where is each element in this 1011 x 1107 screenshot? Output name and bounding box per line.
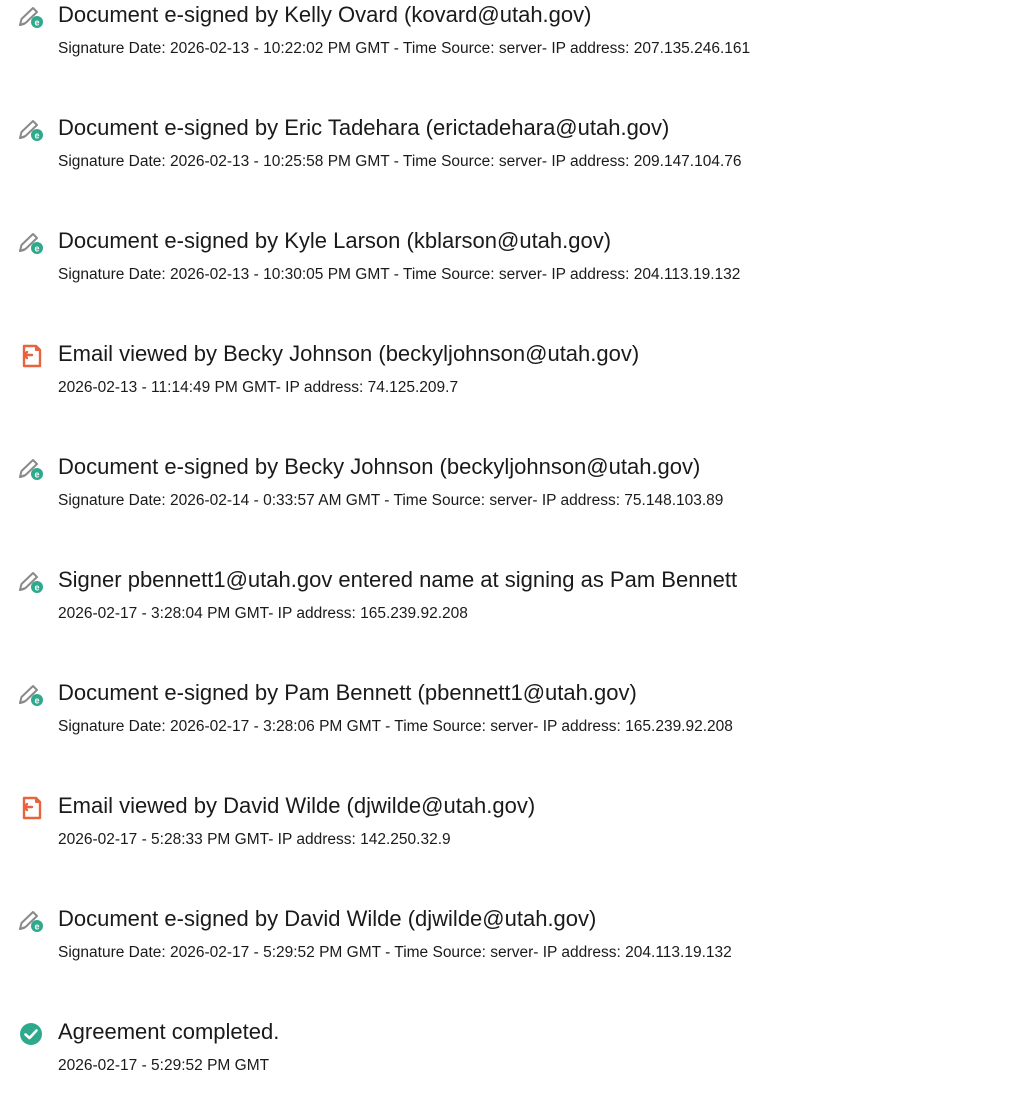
e-sign-pen-icon xyxy=(18,683,44,707)
event-detail: Signature Date: 2026-02-17 - 5:29:52 PM GMT - Time Source: server- IP address: 204.113.19.132 xyxy=(58,944,732,961)
event-title: Document e-signed by David Wilde (djwilde@utah.gov) xyxy=(58,906,597,931)
event-detail: 2026-02-17 - 5:29:52 PM GMT xyxy=(58,1057,270,1074)
event-detail: 2026-02-13 - 11:14:49 PM GMT- IP address: 74.125.209.7 xyxy=(58,379,459,396)
event-title: Document e-signed by Eric Tadehara (erictadehara@utah.gov) xyxy=(58,115,670,140)
history-event xyxy=(0,904,1011,976)
history-event xyxy=(0,113,1011,185)
history-event xyxy=(0,339,1011,411)
svg-text:e: e xyxy=(34,921,40,932)
email-viewed-icon xyxy=(18,344,44,368)
history-event xyxy=(0,1017,1011,1089)
svg-text:e: e xyxy=(34,17,40,28)
event-detail: 2026-02-17 - 3:28:04 PM GMT- IP address: 165.239.92.208 xyxy=(58,605,468,622)
svg-text:e: e xyxy=(34,243,40,254)
e-sign-pen-icon xyxy=(18,457,44,481)
event-title: Document e-signed by Kyle Larson (kblarson@utah.gov) xyxy=(58,228,612,253)
event-detail: Signature Date: 2026-02-17 - 3:28:06 PM GMT - Time Source: server- IP address: 165.239.92.208 xyxy=(58,718,733,735)
checkmark-circle-icon xyxy=(18,1022,44,1046)
email-viewed-icon xyxy=(18,796,44,820)
event-detail: 2026-02-17 - 5:28:33 PM GMT- IP address: 142.250.32.9 xyxy=(58,831,451,848)
event-title: Document e-signed by Becky Johnson (beckyljohnson@utah.gov) xyxy=(58,454,701,479)
e-sign-pen-icon xyxy=(18,909,44,933)
history-event xyxy=(0,452,1011,524)
event-detail: Signature Date: 2026-02-13 - 10:22:02 PM GMT - Time Source: server- IP address: 207.135.246.161 xyxy=(58,40,751,57)
history-event xyxy=(0,791,1011,863)
event-title: Email viewed by David Wilde (djwilde@utah.gov) xyxy=(58,793,536,818)
history-event xyxy=(0,565,1011,637)
history-event xyxy=(0,226,1011,298)
event-title: Agreement completed. xyxy=(58,1019,280,1044)
svg-text:e: e xyxy=(34,469,40,480)
event-title: Document e-signed by Kelly Ovard (kovard@utah.gov) xyxy=(58,2,592,27)
event-title: Email viewed by Becky Johnson (beckyljohnson@utah.gov) xyxy=(58,341,640,366)
svg-text:e: e xyxy=(34,130,40,141)
e-sign-pen-icon xyxy=(18,570,44,594)
e-sign-pen-icon xyxy=(18,5,44,29)
e-sign-pen-icon xyxy=(18,118,44,142)
event-detail: Signature Date: 2026-02-13 - 10:30:05 PM GMT - Time Source: server- IP address: 204.113.19.132 xyxy=(58,266,741,283)
svg-text:e: e xyxy=(34,582,40,593)
history-event xyxy=(0,678,1011,750)
event-title: Signer pbennett1@utah.gov entered name at signing as Pam Bennett xyxy=(58,567,738,592)
e-sign-pen-icon xyxy=(18,231,44,255)
history-event xyxy=(0,0,1011,72)
svg-text:e: e xyxy=(34,695,40,706)
event-detail: Signature Date: 2026-02-13 - 10:25:58 PM GMT - Time Source: server- IP address: 209.147.104.76 xyxy=(58,153,742,170)
event-title: Document e-signed by Pam Bennett (pbennett1@utah.gov) xyxy=(58,680,637,705)
event-detail: Signature Date: 2026-02-14 - 0:33:57 AM GMT - Time Source: server- IP address: 75.148.103.89 xyxy=(58,492,724,509)
